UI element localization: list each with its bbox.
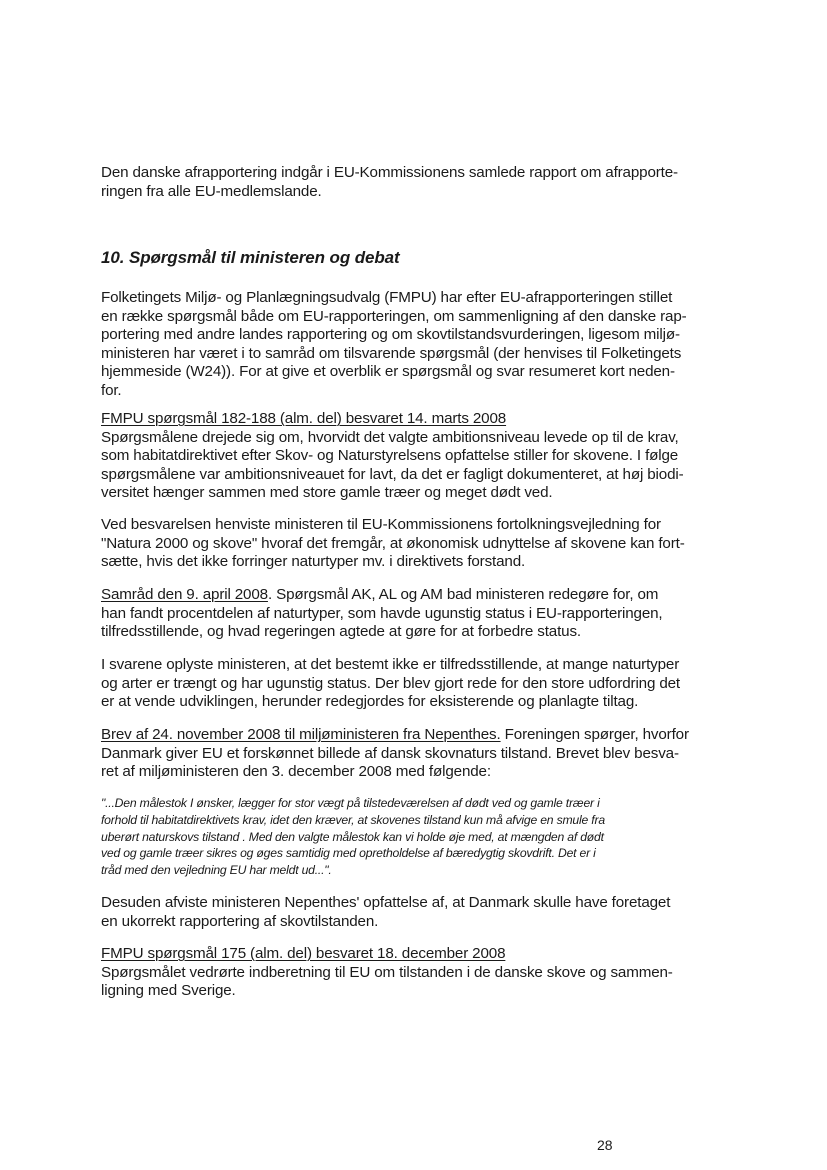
samraad-first-line — [101, 586, 711, 605]
question-182-answer-line: sætte, hvis det ikke forringer naturtyper mv. i direktivets forstand. — [101, 553, 526, 571]
minister-quote — [101, 795, 721, 879]
brev-paragraph — [101, 726, 711, 782]
question-182-answer-line: "Natura 2000 og skove" hvoraf det fremgår, at økonomisk udnyttelse af skovene kan fort- — [101, 534, 685, 552]
brev-title: Brev af 24. november 2008 til miljøministeren fra Nepenthes. — [101, 726, 501, 743]
section-heading: 10. Spørgsmål til ministeren og debat — [101, 248, 400, 267]
samraad-answer-line: og arter er trængt og har ugunstig status. Der blev gjort rede for den store udfordring det — [101, 674, 680, 692]
quote-line: forhold til habitatdirektivets krav, idet den kræver, at skovenes tilstand kun må afvige en smule fra — [101, 812, 605, 827]
section-intro-line: en række spørgsmål både om EU-rapporteringen, om sammenligning af den danske rap- — [101, 307, 687, 325]
brev-line: ret af miljøministeren den 3. december 2008 med følgende: — [101, 763, 491, 781]
question-182-answer-line: Ved besvarelsen henviste ministeren til EU-Kommissionens fortolkningsvejledning for — [101, 516, 661, 533]
section-intro-line: ministeren har været i to samråd om tilsvarende spørgsmål (der henvises til Folketingets — [101, 344, 682, 362]
intro-line: ringen fra alle EU-medlemslande. — [101, 182, 322, 200]
samraad-line: tilfredsstillende, og hvad regeringen agtede at gøre for at forbedre status. — [101, 623, 581, 641]
quote-line: ved og gamle træer sikres og øges samtidig med opretholdelse af bæredygtig skovdrift. Det er i — [101, 846, 596, 861]
brev-first-line-rest: Foreningen spørger, hvorfor — [500, 726, 689, 743]
question-175-line: Spørgsmålet vedrørte indberetning til EU om tilstanden i de danske skove og sammen- — [101, 963, 673, 981]
question-182-line: Spørgsmålene drejede sig om, hvorvidt det valgte ambitionsniveau levede op til de krav, — [101, 428, 679, 446]
question-182-line: versitet hænger sammen med store gamle træer og meget dødt ved. — [101, 484, 553, 502]
question-175-title: FMPU spørgsmål 175 (alm. del) besvaret 18. december 2008 — [101, 945, 506, 962]
brev-after-line: en ukorrekt rapportering af skovtilstanden. — [101, 912, 379, 930]
samraad-title: Samråd den 9. april 2008 — [101, 586, 268, 603]
question-175-paragraph — [101, 945, 711, 1001]
brev-after-paragraph — [101, 894, 711, 931]
question-182-line: som habitatdirektivet efter Skov- og Naturstyrelsens opfattelse stiller for skovene. I følge — [101, 447, 679, 465]
section-intro-paragraph — [101, 289, 711, 401]
intro-paragraph — [101, 164, 711, 201]
section-intro-line: portering med andre landes rapportering og om skovtilstandsvurderingen, ligesom miljø- — [101, 326, 680, 344]
page-number: 28 — [597, 1137, 613, 1153]
section-intro-line: Folketingets Miljø- og Planlægningsudvalg (FMPU) har efter EU-afrapporteringen stillet — [101, 289, 673, 306]
question-182-paragraph — [101, 410, 711, 503]
samraad-line: han fandt procentdelen af naturtyper, som havde ugunstig status i EU-rapporteringen, — [101, 604, 663, 622]
question-182-line: spørgsmålene var ambitionsniveauet for lavt, da det er fagligt dokumenteret, at høj biodi- — [101, 465, 684, 483]
brev-line: Danmark giver EU et forskønnet billede af dansk skovnaturs tilstand. Brevet blev besva- — [101, 744, 679, 762]
samraad-paragraph — [101, 586, 711, 642]
quote-line: "...Den målestok I ønsker, lægger for stor vægt på tilstedeværelsen af dødt ved og gamle træer i — [101, 796, 600, 810]
question-175-line: ligning med Sverige. — [101, 982, 236, 1000]
samraad-answer-line: er at vende udviklingen, herunder redegjordes for eksisterende og planlagte tiltag. — [101, 693, 639, 711]
samraad-answer-paragraph — [101, 656, 711, 712]
intro-line: Den danske afrapportering indgår i EU-Kommissionens samlede rapport om afrapporte- — [101, 164, 678, 181]
section-intro-line: for. — [101, 381, 122, 399]
section-intro-line: hjemmeside (W24)). For at give et overblik er spørgsmål og svar resumeret kort neden- — [101, 363, 675, 381]
quote-line: tråd med den vejledning EU har meldt ud...". — [101, 863, 332, 878]
brev-after-line: Desuden afviste ministeren Nepenthes' opfattelse af, at Danmark skulle have foretaget — [101, 894, 671, 911]
samraad-answer-line: I svarene oplyste ministeren, at det bestemt ikke er tilfredsstillende, at mange naturtyper — [101, 656, 680, 673]
quote-line: uberørt naturskovs tilstand . Med den valgte målestok kan vi holde øje med, at mængden af dødt — [101, 829, 604, 844]
samraad-first-line-rest: . Spørgsmål AK, AL og AM bad ministeren redegøre for, om — [267, 586, 659, 603]
question-182-answer-paragraph — [101, 516, 711, 572]
question-182-title: FMPU spørgsmål 182-188 (alm. del) besvaret 14. marts 2008 — [101, 410, 507, 427]
brev-first-line — [101, 726, 711, 745]
